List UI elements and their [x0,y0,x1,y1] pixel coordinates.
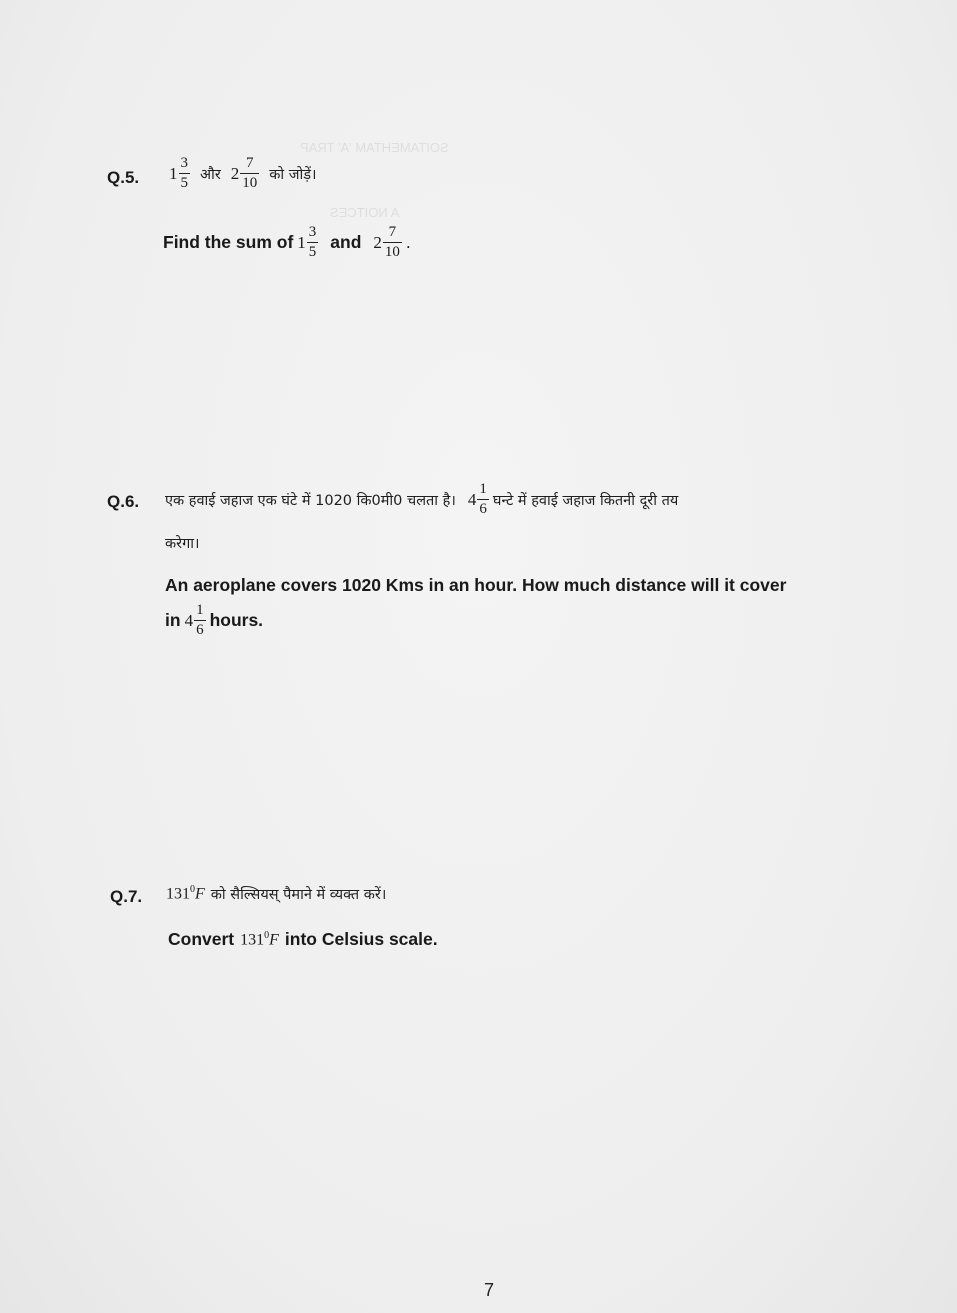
question-number: Q.5. [107,168,140,187]
question-7-hindi: $131^0F$ को सैल्सियस् पैमाने में व्यक्त करें। [166,884,387,903]
mixed-fraction: 2 $\frac{7}{10}$ [230,155,258,191]
temperature-value: $131^0F$ [166,884,205,903]
question-6-english-line1: An aeroplane covers 1020 Kms in an hour. How much distance will it cover [165,575,787,595]
mixed-fraction: 1 $\frac{3}{5}$ [297,224,317,260]
question-number: Q.7. [110,887,143,906]
question-number: Q.6. [107,492,140,511]
show-through-text: A NOITCES [330,205,400,220]
question-6-english-line2: in 4 $\frac{1}{6}$ hours. [165,602,264,638]
question-6-hindi-line2: करेगा। [165,536,200,552]
question-6-hindi-line1: एक हवाई जहाज एक घंटे में 1020 कि0मी0 चलता है। 4 $\frac{1}{6}$ घन्टे में हवाई जहाज कितनी दूरी तय [165,481,679,517]
mixed-fraction: 2 $\frac{7}{10}$ [373,224,400,260]
mixed-fraction: 4 $\frac{1}{6}$ [184,602,204,638]
question-7-english: Convert $131^0F$ into Celsius scale. [168,929,438,949]
question-5-hindi: 1 $\frac{3}{5}$ और 2 $\frac{7}{10}$ को जोड़ें। [169,155,317,191]
temperature-value: $131^0F$ [240,929,279,949]
mixed-fraction: 4 $\frac{1}{6}$ [467,481,487,517]
question-5-english: Find the sum of 1 $\frac{3}{5}$ and 2 $\frac{7}{10}$ . [163,224,411,260]
mixed-fraction: 1 $\frac{3}{5}$ [169,155,188,191]
page-number: 7 [484,1280,495,1300]
show-through-text: SOITAMEHTAM 'A' TRAP [300,140,449,155]
